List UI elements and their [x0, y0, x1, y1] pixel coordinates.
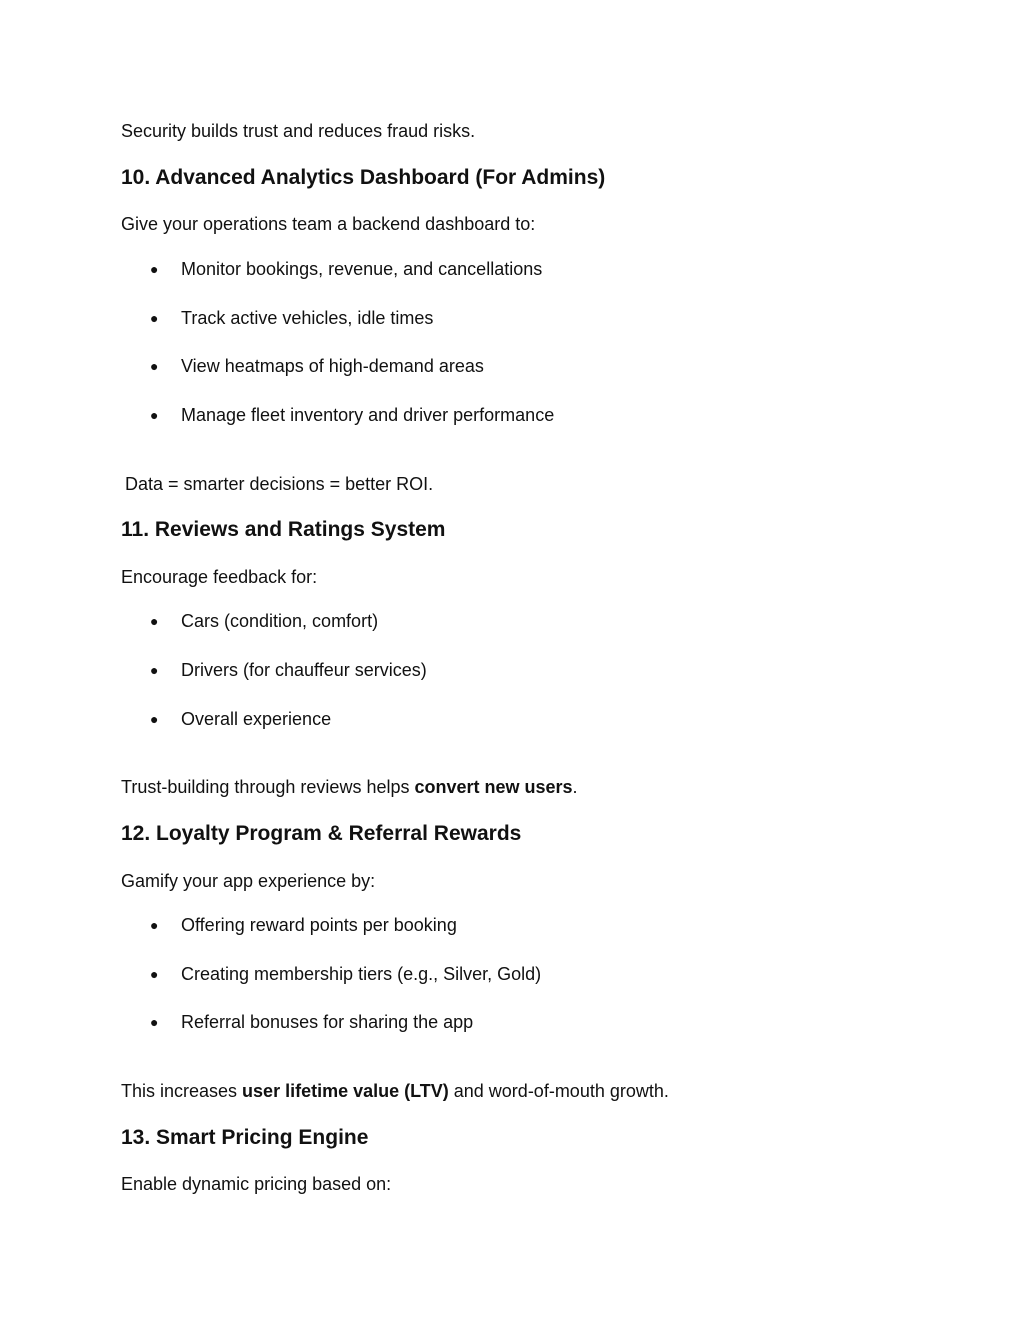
bullet-icon: ●	[150, 261, 159, 277]
section-10-lead: Give your operations team a backend dashboard to:	[121, 214, 536, 234]
list-item: ● Cars (condition, comfort)	[150, 611, 379, 631]
section-12-heading: 12. Loyalty Program & Referral Rewards	[121, 822, 522, 845]
bullet-icon: ●	[150, 1014, 159, 1030]
bullet-icon: ●	[150, 711, 159, 727]
section-13-lead: Enable dynamic pricing based on:	[121, 1174, 392, 1194]
section-11-heading: 11. Reviews and Ratings System	[121, 518, 446, 541]
bullet-icon: ●	[150, 662, 159, 678]
section-11-lead: Encourage feedback for:	[121, 567, 318, 587]
bullet-icon: ●	[150, 917, 159, 933]
list-item: ● Overall experience	[150, 709, 332, 729]
list-item: ● Monitor bookings, revenue, and cancellations	[150, 259, 543, 279]
list-item: ● Track active vehicles, idle times	[150, 308, 434, 328]
section-11-closing: Trust-building through reviews helps convert new users.	[121, 777, 578, 797]
list-item: ● View heatmaps of high-demand areas	[150, 356, 484, 376]
section-12-lead: Gamify your app experience by:	[121, 871, 376, 891]
section-10-closing: Data = smarter decisions = better ROI.	[125, 474, 434, 494]
list-item: ● Creating membership tiers (e.g., Silver, Gold)	[150, 964, 542, 984]
bullet-icon: ●	[150, 613, 159, 629]
list-item: ● Manage fleet inventory and driver performance	[150, 405, 555, 425]
list-item: ● Drivers (for chauffeur services)	[150, 660, 427, 680]
section-13-heading: 13. Smart Pricing Engine	[121, 1126, 369, 1149]
section-10-heading: 10. Advanced Analytics Dashboard (For Admins)	[121, 166, 606, 189]
section-12-closing: This increases user lifetime value (LTV) and word-of-mouth growth.	[121, 1081, 669, 1101]
list-item: ● Referral bonuses for sharing the app	[150, 1012, 474, 1032]
intro-paragraph: Security builds trust and reduces fraud risks.	[121, 121, 476, 141]
bullet-icon: ●	[150, 966, 159, 982]
bullet-icon: ●	[150, 310, 159, 326]
bullet-icon: ●	[150, 407, 159, 423]
bullet-icon: ●	[150, 358, 159, 374]
list-item: ● Offering reward points per booking	[150, 915, 457, 935]
